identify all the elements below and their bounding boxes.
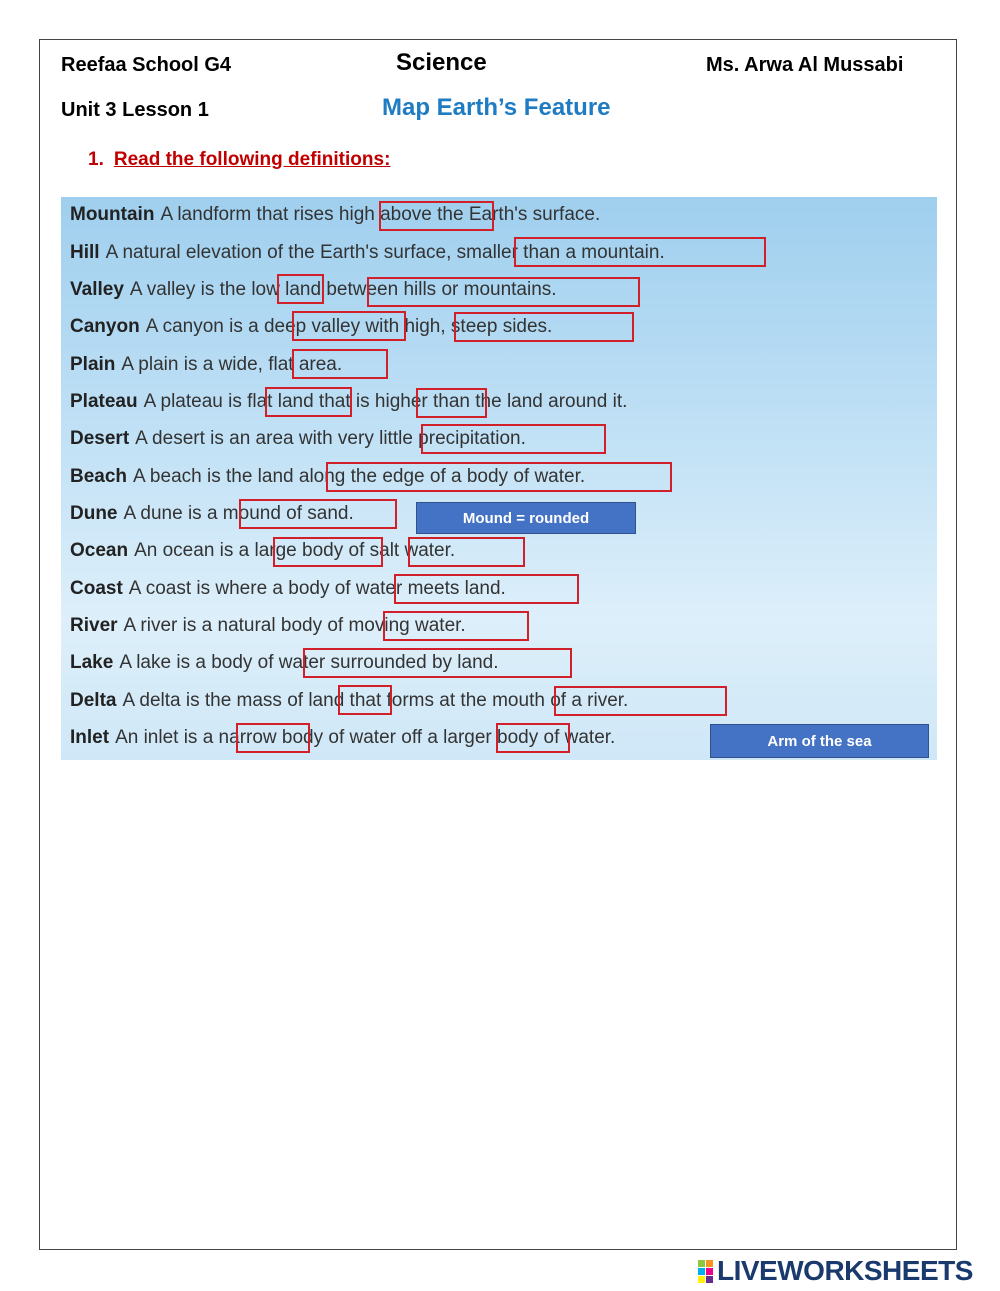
instruction-text: Read the following definitions: xyxy=(113,149,391,170)
highlight-box xyxy=(326,462,672,492)
highlight-box xyxy=(338,685,392,715)
definition-text: A desert is an area with very little precipitation. xyxy=(135,428,526,449)
instruction xyxy=(88,149,390,171)
note-inlet: Arm of the sea xyxy=(710,724,929,758)
term: Valley xyxy=(70,279,124,300)
highlight-box xyxy=(277,274,324,304)
highlight-box xyxy=(239,499,397,529)
term: Coast xyxy=(70,578,123,599)
highlight-box xyxy=(273,537,383,567)
definition-text: An ocean is a large body of salt water. xyxy=(134,540,456,561)
highlight-box xyxy=(514,237,766,267)
term: Canyon xyxy=(70,316,140,337)
definition-text: A lake is a body of water surrounded by land. xyxy=(119,652,499,673)
highlight-box xyxy=(416,388,487,418)
term: Plateau xyxy=(70,391,138,412)
definition-text: A plateau is flat land that is higher than the land around it. xyxy=(143,391,628,412)
term: Dune xyxy=(70,503,118,524)
definition-text: A valley is the low land between hills or mountains. xyxy=(129,279,557,300)
highlight-box xyxy=(292,349,388,379)
highlight-box xyxy=(496,723,570,753)
highlight-box xyxy=(394,574,579,604)
highlight-box xyxy=(408,537,525,567)
definition-text: A natural elevation of the Earth's surface, smaller than a mountain. xyxy=(105,242,665,263)
liveworksheets-logo xyxy=(698,1255,973,1287)
definition-text: A dune is a mound of sand. xyxy=(123,503,354,524)
definition-text: A beach is the land along the edge of a body of water. xyxy=(133,466,586,487)
highlight-box xyxy=(292,311,406,341)
highlight-box xyxy=(554,686,727,716)
term: River xyxy=(70,615,118,636)
definition-text: A plain is a wide, flat area. xyxy=(121,354,343,375)
subject-title: Science xyxy=(396,49,487,76)
highlight-box xyxy=(421,424,606,454)
highlight-box xyxy=(236,723,310,753)
teacher-name: Ms. Arwa Al Mussabi xyxy=(706,54,904,76)
term: Mountain xyxy=(70,204,155,225)
term: Beach xyxy=(70,466,128,487)
definition-text: A river is a natural body of moving water. xyxy=(123,615,466,636)
highlight-box xyxy=(379,201,494,231)
definition-text: An inlet is a narrow body of water off a larger body of water. xyxy=(115,727,616,748)
highlight-box xyxy=(303,648,572,678)
school-name: Reefaa School G4 xyxy=(61,54,232,76)
highlight-box xyxy=(265,387,352,417)
highlight-box xyxy=(454,312,634,342)
definition-text: A canyon is a deep valley with high, steep sides. xyxy=(145,316,553,337)
instruction-number: 1. xyxy=(88,149,104,170)
term: Delta xyxy=(70,690,117,711)
definition-text: A landform that rises high above the Earth's surface. xyxy=(160,204,601,225)
term: Plain xyxy=(70,354,116,375)
definition-text: A coast is where a body of water meets land. xyxy=(128,578,506,599)
term: Desert xyxy=(70,428,130,449)
definitions-panel xyxy=(61,197,937,760)
term: Hill xyxy=(70,242,100,263)
highlight-box xyxy=(367,277,640,307)
unit-lesson: Unit 3 Lesson 1 xyxy=(61,99,209,121)
term: Lake xyxy=(70,652,114,673)
highlight-box xyxy=(383,611,529,641)
logo-text: LIVEWORKSHEETS xyxy=(717,1255,973,1286)
term: Ocean xyxy=(70,540,129,561)
lesson-title: Map Earth’s Feature xyxy=(382,94,611,121)
definition-mountain xyxy=(70,199,600,231)
term: Inlet xyxy=(70,727,110,748)
definition-ocean xyxy=(70,535,455,567)
note-mound: Mound = rounded xyxy=(416,502,636,534)
definition-text: A delta is the mass of land that forms at the mouth of a river. xyxy=(122,690,629,711)
logo-icon xyxy=(698,1260,713,1283)
